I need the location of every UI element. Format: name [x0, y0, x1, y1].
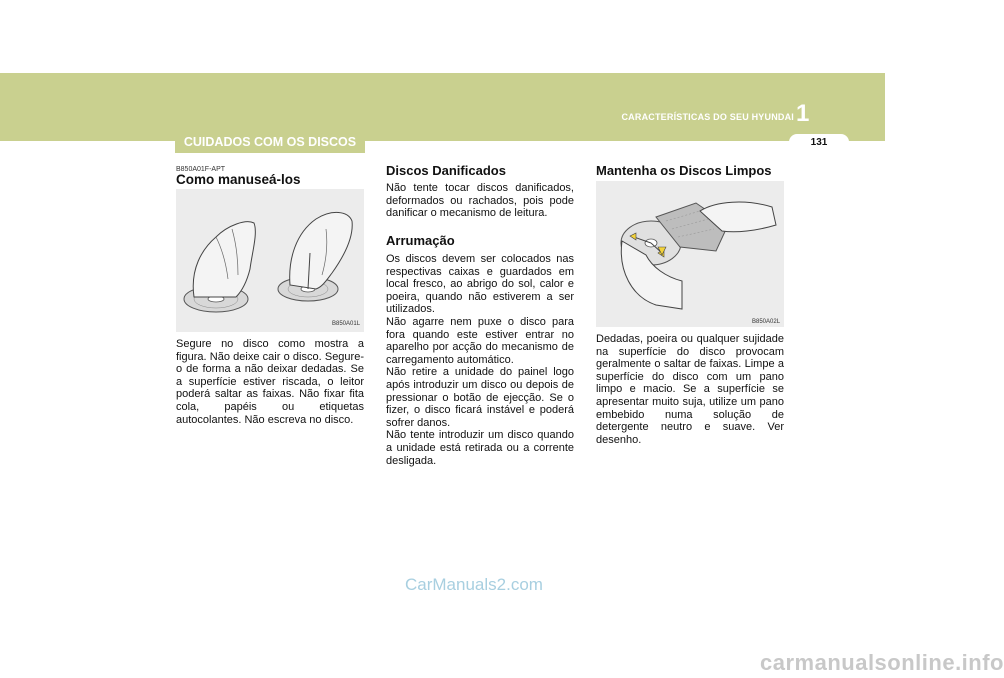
page-number: 131: [789, 134, 849, 150]
figure-cleaning-disc: [596, 181, 784, 327]
heading-storage: Arrumação: [386, 233, 455, 248]
section-tab: CUIDADOS COM OS DISCOS: [175, 131, 365, 153]
heading-keep-clean: Mantenha os Discos Limpos: [596, 163, 772, 178]
chapter-title: CARACTERÍSTICAS DO SEU HYUNDAI: [621, 112, 794, 122]
chapter-number: 1: [796, 100, 810, 127]
hands-holding-disc-illustration: [176, 189, 364, 332]
paragraph-storage-4: Não tente introduzir um disco quando a unidade está retirada ou a corrente desligada.: [386, 429, 574, 467]
section-code: B850A01F-APT: [176, 166, 226, 173]
paragraph-handling: Segure no disco como mostra a figura. Não deixe cair o disco. Segure-o de forma a não deixar dedadas. Se a superfície estiver riscada, o leitor poderá saltar as faixas. Não fixar fita cola, papéis ou etiquetas autocolantes. Não escreva no disco.: [176, 338, 364, 426]
storage-text-block: [386, 253, 574, 467]
header-band: [0, 73, 885, 141]
heading-damaged-discs: Discos Danificados: [386, 163, 506, 178]
watermark-carmanuals2: CarManuals2.com: [405, 575, 543, 594]
figure-label-handling: B850A01L: [332, 321, 361, 327]
paragraph-storage-2: Não agarre nem puxe o disco para fora quando este estiver entrar no aparelho por acção do mecanismo de carregamento automático.: [386, 315, 574, 366]
paragraph-storage-1: Os discos devem ser colocados nas respectivas caixas e guardados em local fresco, ao abrigo do sol, calor e poeira, quando não estiverem a ser utilizados.: [386, 253, 574, 316]
figure-label-cleaning: B850A02L: [752, 319, 781, 325]
figure-handling-disc: [176, 189, 364, 332]
paragraph-damaged-discs: Não tente tocar discos danificados, deformados ou rachados, pois pode danificar o mecanismo de leitura.: [386, 182, 574, 220]
paragraph-storage-3: Não retire a unidade do painel logo após introduzir um disco ou depois de pressionar o botão de ejecção. Se o fizer, o disco ficará instável e poderá sofrer danos.: [386, 366, 574, 429]
watermark-carmanualsonline: carmanualsonline.info: [760, 650, 1004, 675]
cleaning-disc-illustration: [596, 181, 784, 327]
heading-handling: Como manuseá-los: [176, 172, 301, 187]
paragraph-keep-clean: Dedadas, poeira ou qualquer sujidade na superfície do disco provocam geralmente o saltar de faixas. Limpe a superfície do disco com um pano limpo e macio. Se a superfície se apresentar muito suja, utilize um pano embebido numa solução de detergente neutro e suave. Ver desenho.: [596, 333, 784, 446]
